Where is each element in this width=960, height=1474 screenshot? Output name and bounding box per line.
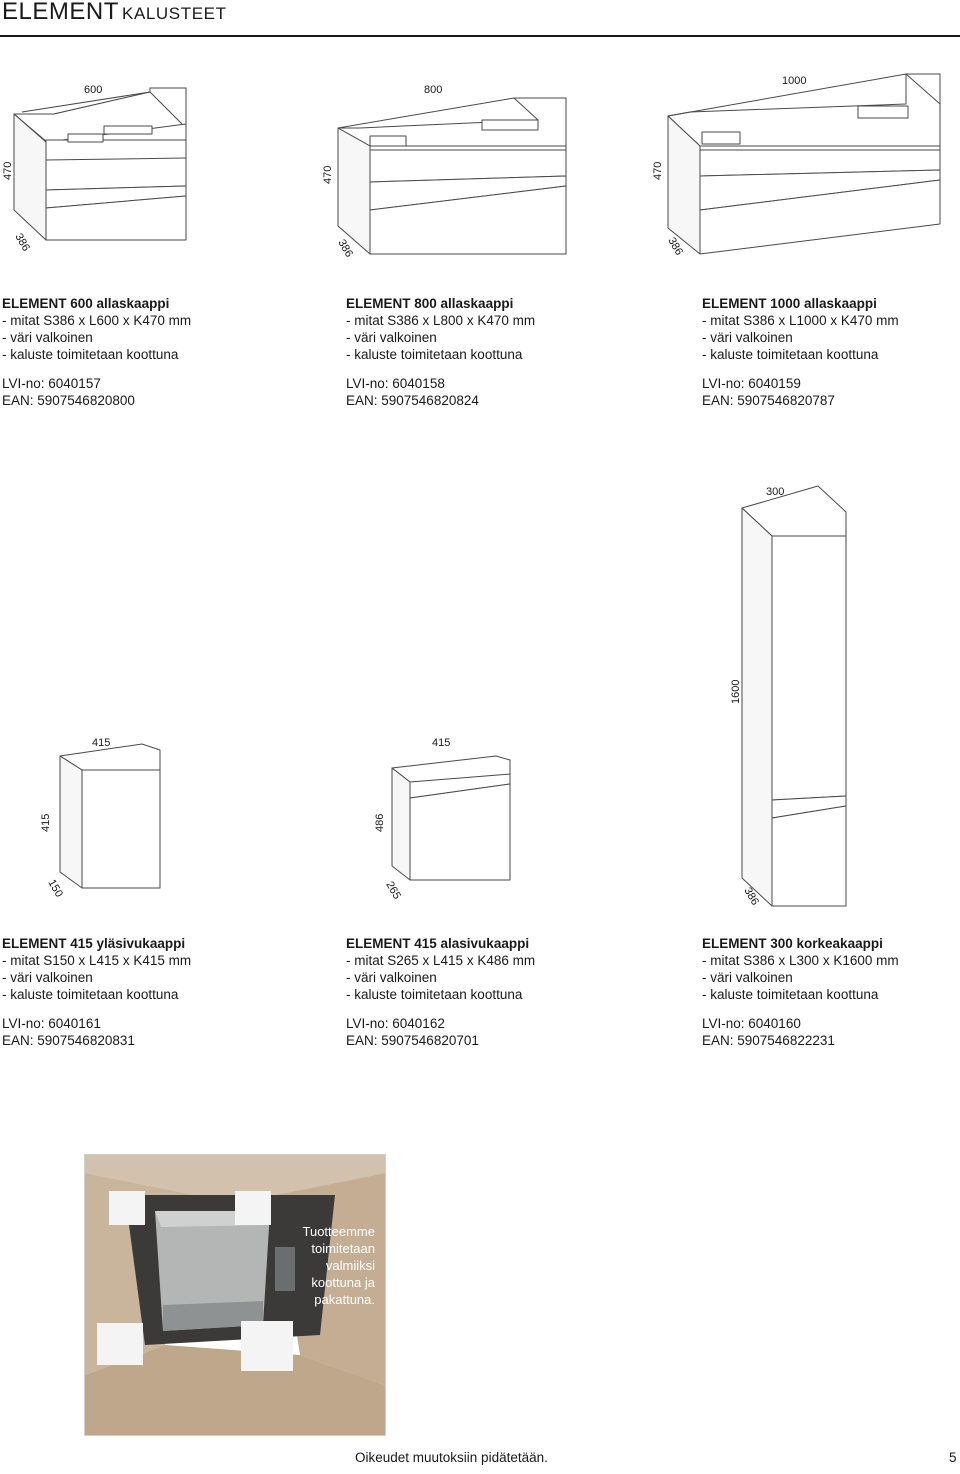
packaging-photo: [84, 1154, 386, 1436]
photo-caption: Tuotteemme toimitetaan valmiiksi koottuna ja pakattuna.: [302, 1224, 375, 1307]
product-dimensions: - mitat S386 x L600 x K470 mm: [2, 313, 192, 328]
product-color: - väri valkoinen: [702, 970, 793, 985]
product-dimensions: - mitat S386 x L800 x K470 mm: [346, 313, 536, 328]
dim-height-1600: 1600: [730, 679, 742, 704]
dim-depth-600: 386: [12, 231, 32, 254]
dim-depth-1000: 386: [665, 235, 685, 258]
product-ean: EAN: 5907546820787: [702, 393, 835, 408]
product-dimensions: - mitat S265 x L415 x K486 mm: [346, 953, 536, 968]
product-lvi: LVI-no: 6040157: [2, 376, 101, 391]
product-title: ELEMENT 1000 allaskaappi: [702, 296, 877, 311]
dim-depth-tall: 386: [741, 885, 761, 908]
dim-depth-800: 386: [335, 237, 355, 260]
drawing-tall-cabinet-300: [742, 486, 846, 906]
product-assembly: - kaluste toimitetaan koottuna: [2, 987, 179, 1002]
product-lvi: LVI-no: 6040162: [346, 1016, 445, 1031]
product-title: ELEMENT 800 allaskaappi: [346, 296, 514, 311]
product-spec-upper-415: [2, 935, 191, 1049]
product-lvi: LVI-no: 6040160: [702, 1016, 801, 1031]
dim-height-upper: 415: [40, 813, 52, 832]
product-assembly: - kaluste toimitetaan koottuna: [346, 987, 523, 1002]
page-number: 5: [949, 1450, 957, 1465]
product-ean: EAN: 5907546820831: [2, 1033, 135, 1048]
product-spec-800: [346, 295, 535, 409]
dim-height-800: 470: [322, 165, 334, 184]
product-assembly: - kaluste toimitetaan koottuna: [702, 987, 879, 1002]
product-title: ELEMENT 415 alasivukaappi: [346, 936, 530, 951]
footer-disclaimer: Oikeudet muutoksiin pidätetään.: [355, 1450, 548, 1465]
drawing-cabinet-600: [14, 88, 186, 240]
product-assembly: - kaluste toimitetaan koottuna: [346, 347, 523, 362]
product-dimensions: - mitat S386 x L300 x K1600 mm: [702, 953, 899, 968]
dim-width-800: 800: [424, 84, 443, 96]
dim-depth-lower: 265: [383, 879, 403, 902]
product-lvi: LVI-no: 6040158: [346, 376, 445, 391]
product-title: ELEMENT 300 korkeakaappi: [702, 936, 883, 951]
dim-width-600: 600: [84, 84, 103, 96]
drawing-cabinet-800: [338, 98, 566, 254]
product-spec-600: [2, 295, 191, 409]
dim-width-lower: 415: [432, 737, 451, 749]
dim-width-300: 300: [766, 486, 785, 498]
product-lvi: LVI-no: 6040159: [702, 376, 801, 391]
product-assembly: - kaluste toimitetaan koottuna: [702, 347, 879, 362]
product-title: ELEMENT 600 allaskaappi: [2, 296, 170, 311]
product-ean: EAN: 5907546820800: [2, 393, 135, 408]
product-title: ELEMENT 415 yläsivukaappi: [2, 936, 186, 951]
drawing-lower-cabinet-415: [392, 756, 510, 880]
product-ean: EAN: 5907546822231: [702, 1033, 835, 1048]
product-ean: EAN: 5907546820701: [346, 1033, 479, 1048]
dim-depth-upper: 150: [45, 877, 65, 900]
product-ean: EAN: 5907546820824: [346, 393, 479, 408]
product-color: - väri valkoinen: [346, 330, 437, 345]
product-color: - väri valkoinen: [346, 970, 437, 985]
product-lvi: LVI-no: 6040161: [2, 1016, 101, 1031]
brand-name: ELEMENT: [2, 0, 119, 25]
dim-height-lower: 486: [374, 813, 386, 832]
dim-height-600: 470: [2, 161, 14, 180]
product-assembly: - kaluste toimitetaan koottuna: [2, 347, 179, 362]
product-spec-lower-415: [346, 935, 535, 1049]
product-dimensions: - mitat S150 x L415 x K415 mm: [2, 953, 192, 968]
dim-height-1000: 470: [652, 161, 664, 180]
product-dimensions: - mitat S386 x L1000 x K470 mm: [702, 313, 899, 328]
dim-width-upper: 415: [92, 737, 111, 749]
section-title: KALUSTEET: [122, 4, 227, 23]
drawing-cabinet-1000: [668, 74, 940, 254]
product-color: - väri valkoinen: [2, 970, 93, 985]
product-color: - väri valkoinen: [702, 330, 793, 345]
product-color: - väri valkoinen: [2, 330, 93, 345]
product-spec-tall-300: [702, 935, 899, 1049]
dim-width-1000: 1000: [782, 75, 807, 87]
product-spec-1000: [702, 295, 899, 409]
drawing-upper-cabinet-415: [60, 744, 160, 888]
